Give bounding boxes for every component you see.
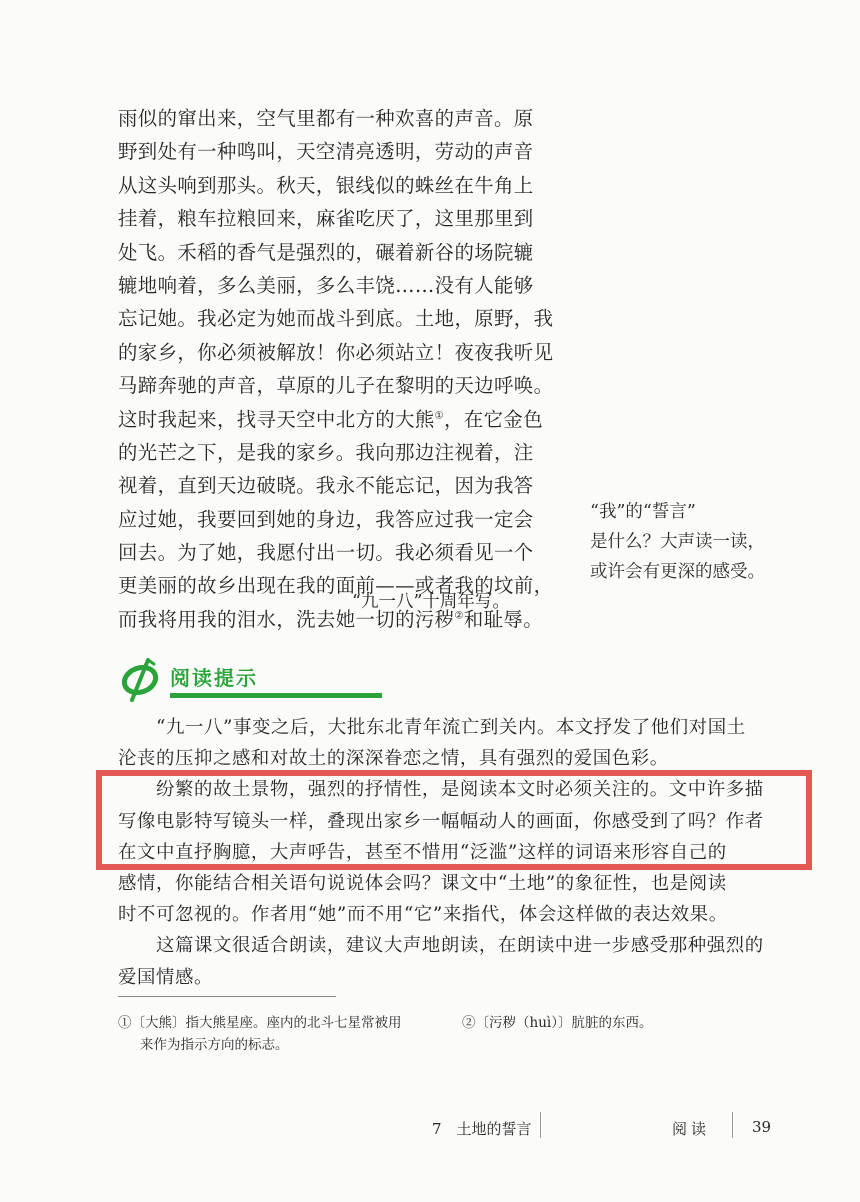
text-line: 处飞。禾稻的香气是强烈的，碾着新谷的场院辘 bbox=[118, 240, 534, 264]
text-segment: 这时我起来，找寻天空中北方的大熊 bbox=[118, 407, 435, 431]
margin-note bbox=[590, 497, 780, 587]
footer-divider bbox=[732, 1112, 733, 1138]
section-title: 阅读提示 bbox=[170, 666, 258, 690]
footnote-1-continued: 来作为指示方向的标志。 bbox=[140, 1037, 289, 1053]
footnote-2: ②〔污秽（huì）〕肮脏的东西。 bbox=[462, 1015, 653, 1031]
section-header bbox=[118, 656, 278, 706]
margin-note-line: 是什么？大声读一读， bbox=[590, 532, 765, 552]
text-line bbox=[118, 403, 563, 436]
tips-line: 在文中直抒胸臆，大声呼告，甚至不惜用“泛滥”这样的词语来形容自己的 bbox=[118, 841, 727, 863]
text-line: 视着，直到天边破晓。我永不能忘记，因为我答 bbox=[118, 474, 534, 498]
main-text bbox=[118, 102, 563, 636]
tips-line: “九一八”事变之后，大批东北青年流亡到关内。本文抒发了他们对国土 bbox=[156, 717, 746, 738]
section-underline bbox=[170, 693, 382, 698]
text-line: 的家乡，你必须被解放！你必须站立！夜夜我听见 bbox=[118, 340, 554, 364]
highlight-box bbox=[96, 770, 812, 870]
text-line: 马蹄奔驰的声音，草原的儿子在黎明的天边呼唤。 bbox=[118, 374, 554, 398]
tips-line: 时不可忽视的。作者用“她”而不用“它”来指代，体会这样做的表达效果。 bbox=[118, 904, 728, 926]
text-segment: ，在它金色 bbox=[444, 407, 543, 431]
tips-line: 这篇课文很适合朗读，建议大声地朗读，在朗读中进一步感受那种强烈的 bbox=[156, 935, 764, 957]
text-line: 应过她，我要回到她的身边，我答应过我一定会 bbox=[118, 507, 534, 531]
page-footer bbox=[0, 1118, 860, 1148]
text-line: 忘记她。我必定为她而战斗到底。土地，原野，我 bbox=[118, 307, 554, 331]
tips-line: 感情，你能结合相关语句说说体会吗？课文中“土地”的象征性，也是阅读 bbox=[118, 872, 727, 894]
tips-line: 纷繁的故土景物，强烈的抒情性，是阅读本文时必须关注的。文中许多描 bbox=[156, 779, 764, 801]
text-line: 的光芒之下，是我的家乡。我向那边注视着，注 bbox=[118, 440, 534, 464]
footnote-divider bbox=[118, 996, 336, 997]
text-line: 回去。为了她，我愿付出一切。我必须看见一个 bbox=[118, 541, 534, 565]
date-line: “九一八”十周年写。 bbox=[352, 592, 510, 612]
text-segment: 和耻辱。 bbox=[463, 607, 543, 631]
tips-line: 沦丧的压抑之感和对故土的深深眷恋之情，具有强烈的爱国色彩。 bbox=[118, 748, 669, 770]
margin-note-line: “我”的“誓言” bbox=[590, 502, 696, 522]
footnote-marker-2: ② bbox=[454, 610, 464, 622]
tips-line: 爱国情感。 bbox=[118, 966, 213, 988]
text-line: 从这头响到那头。秋天，银线似的蛛丝在牛角上 bbox=[118, 173, 534, 197]
footer-divider bbox=[540, 1112, 541, 1138]
footnote-marker-1: ① bbox=[434, 410, 445, 422]
text-line: 更美丽的故乡出现在我的面前——或者我的坟前， bbox=[118, 574, 554, 598]
footer-section: 阅读 bbox=[672, 1120, 711, 1138]
text-line: 野到处有一种鸣叫，天空清亮透明，劳动的声音 bbox=[118, 140, 534, 164]
footer-chapter: 7 土地的誓言 bbox=[432, 1120, 532, 1138]
margin-note-line: 或许会有更深的感受。 bbox=[590, 562, 765, 582]
text-line: 辘地响着，多么美丽，多么丰饶……没有人能够 bbox=[118, 273, 534, 297]
text-line: 挂着，粮车拉粮回来，麻雀吃厌了，这里那里到 bbox=[118, 207, 534, 231]
tips-line: 写像电影特写镜头一样，叠现出家乡一幅幅动人的画面，你感受到了吗？作者 bbox=[118, 810, 764, 832]
reading-tips-icon bbox=[118, 656, 166, 702]
page-number: 39 bbox=[752, 1118, 772, 1136]
text-segment: 而我将用我的泪水，洗去她一切的污秽 bbox=[118, 607, 455, 631]
text-line: 雨似的窜出来，空气里都有一种欢喜的声音。原 bbox=[118, 107, 534, 130]
footnote-1: ①〔大熊〕指大熊星座。座内的北斗七星常被用 bbox=[118, 1015, 402, 1031]
